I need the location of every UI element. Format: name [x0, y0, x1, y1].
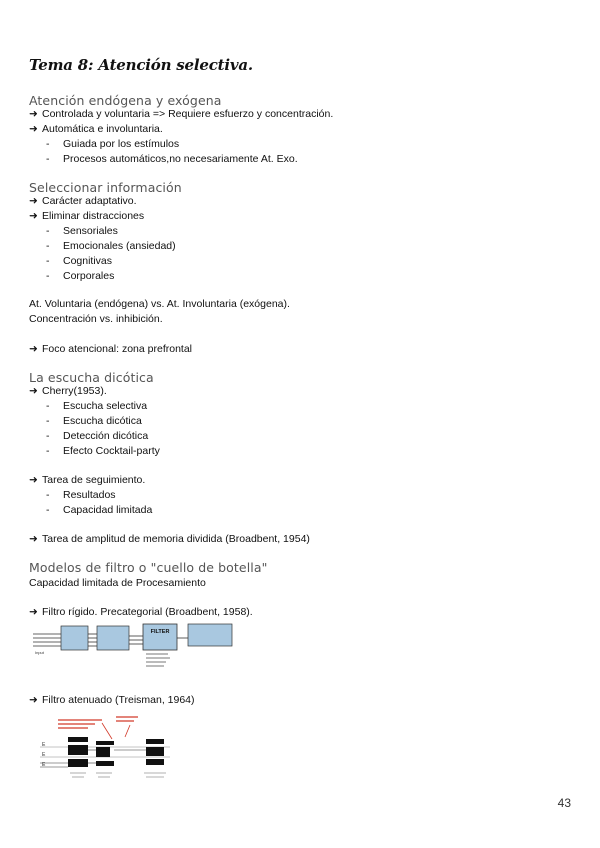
arrow-icon: ➜: [29, 123, 38, 135]
section-heading-escucha: La escucha dicótica: [29, 370, 154, 385]
paragraph: At. Voluntaria (endógena) vs. At. Involuntaria (exógena).: [29, 298, 290, 310]
arrow-icon: ➜: [29, 385, 38, 397]
arrow-icon: ➜: [29, 606, 38, 618]
section-heading-modelos: Modelos de filtro o "cuello de botella": [29, 560, 268, 575]
bullet-line: ➜ Cherry(1953).: [29, 385, 107, 397]
svg-text:E: E: [42, 752, 46, 758]
paragraph: Capacidad limitada de Procesamiento: [29, 577, 206, 589]
diagram-box: [61, 626, 88, 650]
svg-text:E: E: [42, 762, 46, 768]
sub-item: - Emocionales (ansiedad): [46, 240, 176, 252]
arrow-icon: ➜: [29, 108, 38, 120]
bullet-line: ➜ Tarea de seguimiento.: [29, 474, 146, 486]
bullet-line: ➜ Foco atencional: zona prefrontal: [29, 343, 193, 355]
section-heading-seleccionar: Seleccionar información: [29, 180, 182, 195]
page-title: Tema 8: Atención selectiva.: [29, 56, 253, 74]
arrow-icon: ➜: [29, 694, 38, 706]
bullet-line: ➜ Tarea de amplitud de memoria dividida (Broadbent, 1954): [29, 533, 310, 545]
sub-item: - Efecto Cocktail-party: [46, 445, 160, 457]
bullet-line: ➜ Carácter adaptativo.: [29, 195, 137, 207]
bullet-line: ➜ Automática e involuntaria.: [29, 123, 163, 135]
filter-box: [143, 624, 177, 650]
section-heading-atencion: Atención endógena y exógena: [29, 93, 222, 108]
filter-label: FILTER: [150, 629, 170, 635]
treisman-filter-diagram: [40, 713, 185, 783]
svg-text:E: E: [42, 742, 46, 748]
sub-item: - Detección dicótica: [46, 430, 149, 442]
diagram-box: [188, 624, 232, 646]
bullet-line: ➜ Eliminar distracciones: [29, 210, 145, 222]
sub-item: - Escucha selectiva: [46, 400, 148, 412]
diagram-box: [97, 626, 129, 650]
sub-item: - Capacidad limitada: [46, 504, 153, 516]
sub-item: - Cognitivas: [46, 255, 113, 267]
sub-item: - Sensoriales: [46, 225, 118, 237]
input-label: Input: [35, 650, 44, 655]
bullet-line: ➜ Filtro rígido. Precategorial (Broadbent, 1958).: [29, 606, 253, 618]
arrow-icon: ➜: [29, 533, 38, 545]
bullet-line: ➜ Controlada y voluntaria => Requiere esfuerzo y concentración.: [29, 108, 334, 120]
sub-item: - Procesos automáticos,no necesariamente At. Exo.: [46, 153, 298, 165]
page-number: 43: [557, 796, 571, 810]
arrow-icon: ➜: [29, 210, 38, 222]
arrow-icon: ➜: [29, 343, 38, 355]
sub-item: - Escucha dicótica: [46, 415, 142, 427]
arrow-icon: ➜: [29, 474, 38, 486]
broadbent-filter-diagram: [33, 620, 233, 675]
sub-item: - Resultados: [46, 489, 116, 501]
sub-item: - Corporales: [46, 270, 115, 282]
sub-item: - Guiada por los estímulos: [46, 138, 180, 150]
bullet-line: ➜ Filtro atenuado (Treisman, 1964): [29, 694, 195, 706]
paragraph: Concentración vs. inhibición.: [29, 313, 163, 325]
arrow-icon: ➜: [29, 195, 38, 207]
